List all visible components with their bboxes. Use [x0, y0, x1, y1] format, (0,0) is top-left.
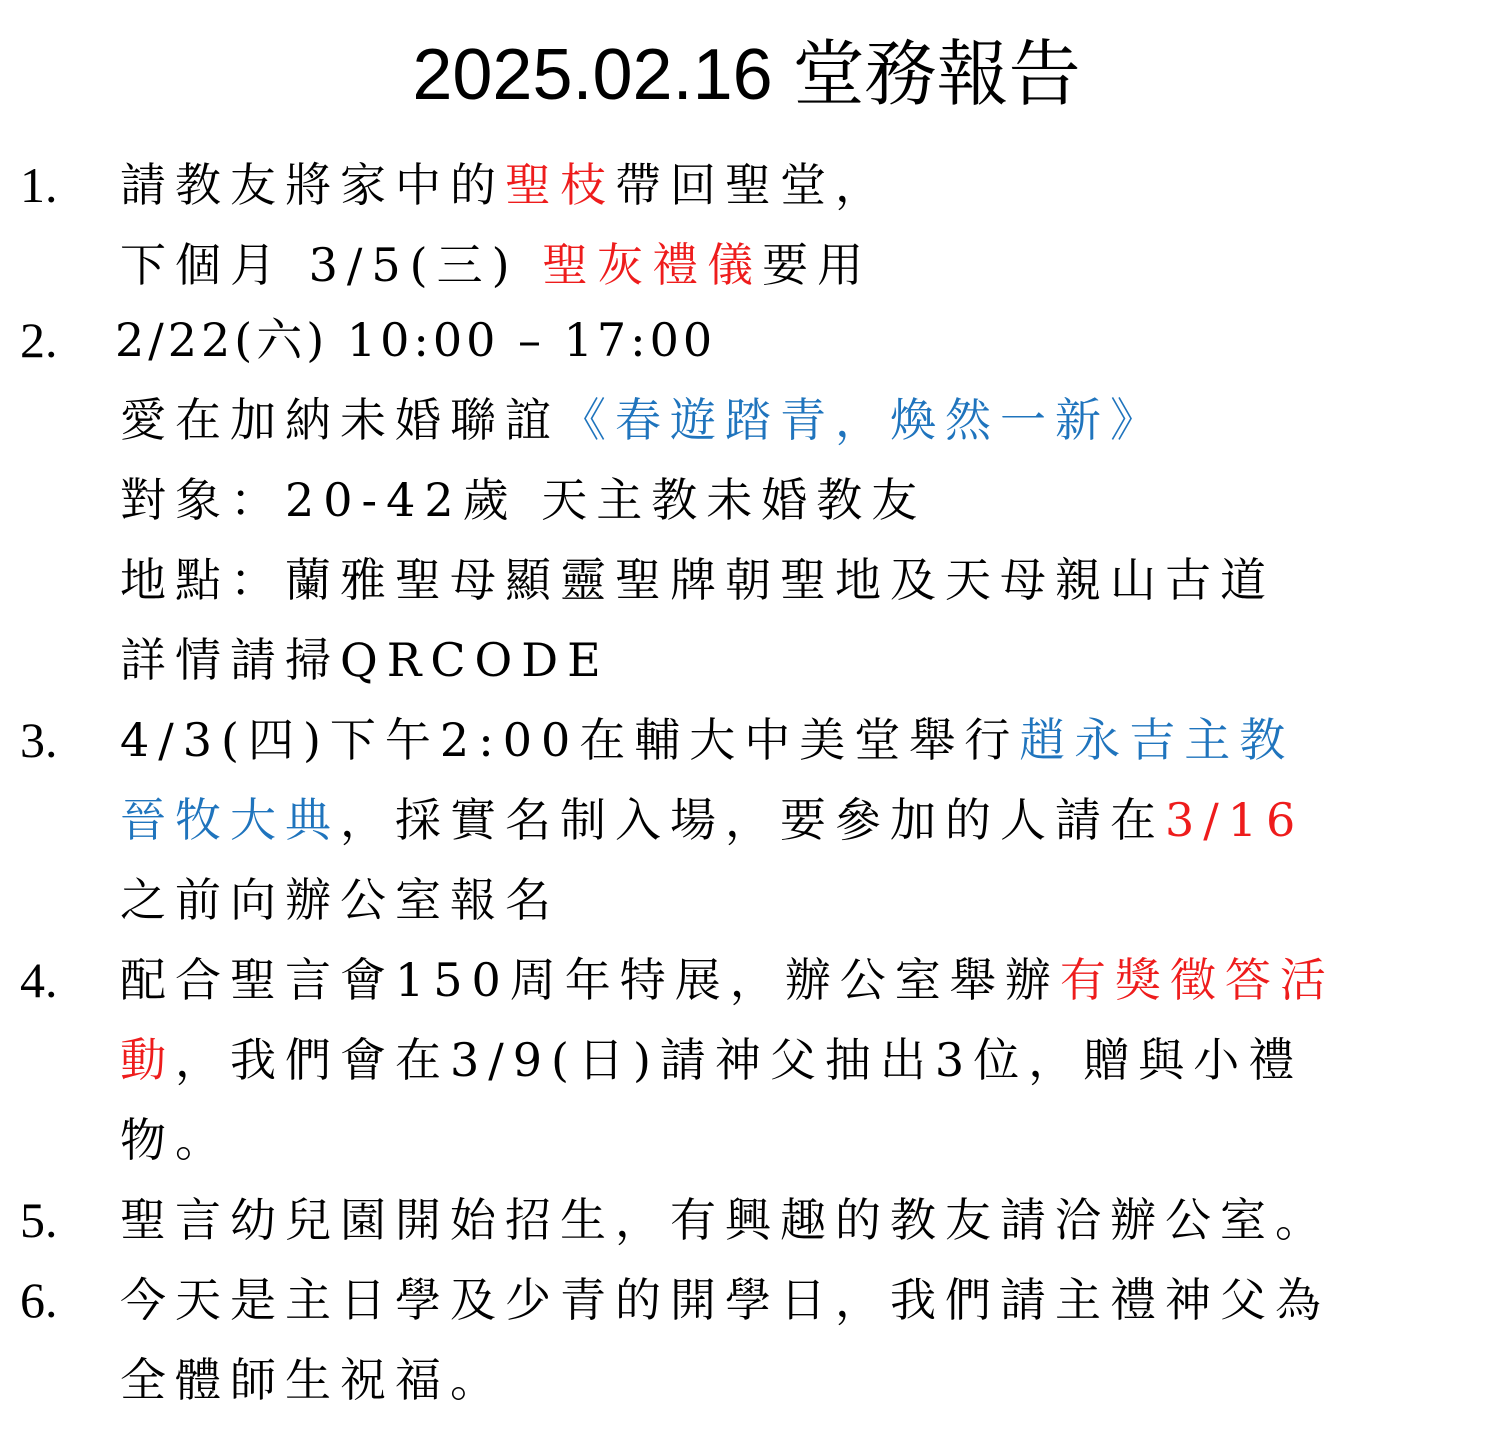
item-3-line-2	[120, 780, 1304, 860]
item-4-line-1	[120, 940, 1335, 1020]
item-2-line-4	[120, 540, 1275, 620]
text-segment: 請教友將家中的	[120, 158, 505, 212]
item-2-number: 2.	[20, 312, 58, 368]
item-4-number: 4.	[20, 952, 58, 1008]
item-6-number: 6.	[20, 1272, 58, 1328]
item-2-line-1	[115, 300, 716, 380]
text-segment: 地點：蘭雅聖母顯靈聖牌朝聖地及天母親山古道	[120, 553, 1275, 607]
text-segment: 今天是主日學及少青的開學日，我們請主禮神父為	[120, 1273, 1330, 1327]
text-segment: 帶回聖堂，	[615, 158, 890, 212]
text-segment: ，我們會在3/9(日)請神父抽出3位，贈與小禮	[175, 1033, 1304, 1087]
highlight-ordination: 晉牧大典	[120, 793, 340, 847]
highlight-deadline: 3/16	[1165, 793, 1305, 847]
item-4-line-3	[120, 1100, 230, 1180]
text-segment: 配合聖言會150周年特展，辦公室舉辦	[120, 953, 1060, 1007]
item-5-line-1	[120, 1180, 1330, 1260]
highlight-bishop: 趙永吉主教	[1019, 713, 1295, 767]
text-segment: 要用	[762, 238, 873, 292]
highlight-quiz: 有獎徵答活	[1059, 953, 1335, 1007]
item-4-line-2	[120, 1020, 1303, 1100]
item-6-line-1	[120, 1260, 1330, 1340]
text-segment: 聖言幼兒園開始招生，有興趣的教友請洽辦公室。	[120, 1193, 1330, 1247]
item-2-line-5	[120, 620, 610, 700]
text-segment: 4/3(四)下午2:00在輔大中美堂舉行	[120, 713, 1020, 767]
highlight-ash-ceremony: 聖灰禮儀	[542, 238, 763, 292]
text-segment: 詳情請掃QRCODE	[120, 633, 610, 687]
highlight-event-name: 《春遊踏青，煥然一新》	[560, 393, 1165, 447]
text-segment: 愛在加納未婚聯誼	[120, 393, 560, 447]
text-segment: 物。	[120, 1113, 230, 1167]
text-segment: 對象：20-42歲 天主教未婚教友	[120, 473, 927, 527]
text-segment: 之前向辦公室報名	[120, 873, 560, 927]
page-title: 2025.02.16 堂務報告	[412, 35, 1081, 115]
item-3-line-3	[120, 860, 560, 940]
item-3-number: 3.	[20, 712, 58, 768]
item-1-line-1	[120, 145, 890, 225]
item-2-line-2	[120, 380, 1165, 460]
highlight-quiz-end: 動	[120, 1033, 175, 1087]
text-segment: ，採實名制入場，要參加的人請在	[340, 793, 1165, 847]
highlight-palm: 聖枝	[505, 158, 615, 212]
item-1-line-2	[120, 225, 872, 305]
item-3-line-1	[120, 700, 1294, 780]
item-1-number: 1.	[20, 157, 58, 213]
item-6-line-2	[120, 1340, 505, 1420]
text-segment: 2/22(六) 10:00 – 17:00	[115, 313, 717, 367]
text-segment: 全體師生祝福。	[120, 1353, 505, 1407]
item-2-line-3	[120, 460, 926, 540]
item-5-number: 5.	[20, 1192, 58, 1248]
text-segment: 下個月 3/5(三)	[120, 238, 543, 292]
